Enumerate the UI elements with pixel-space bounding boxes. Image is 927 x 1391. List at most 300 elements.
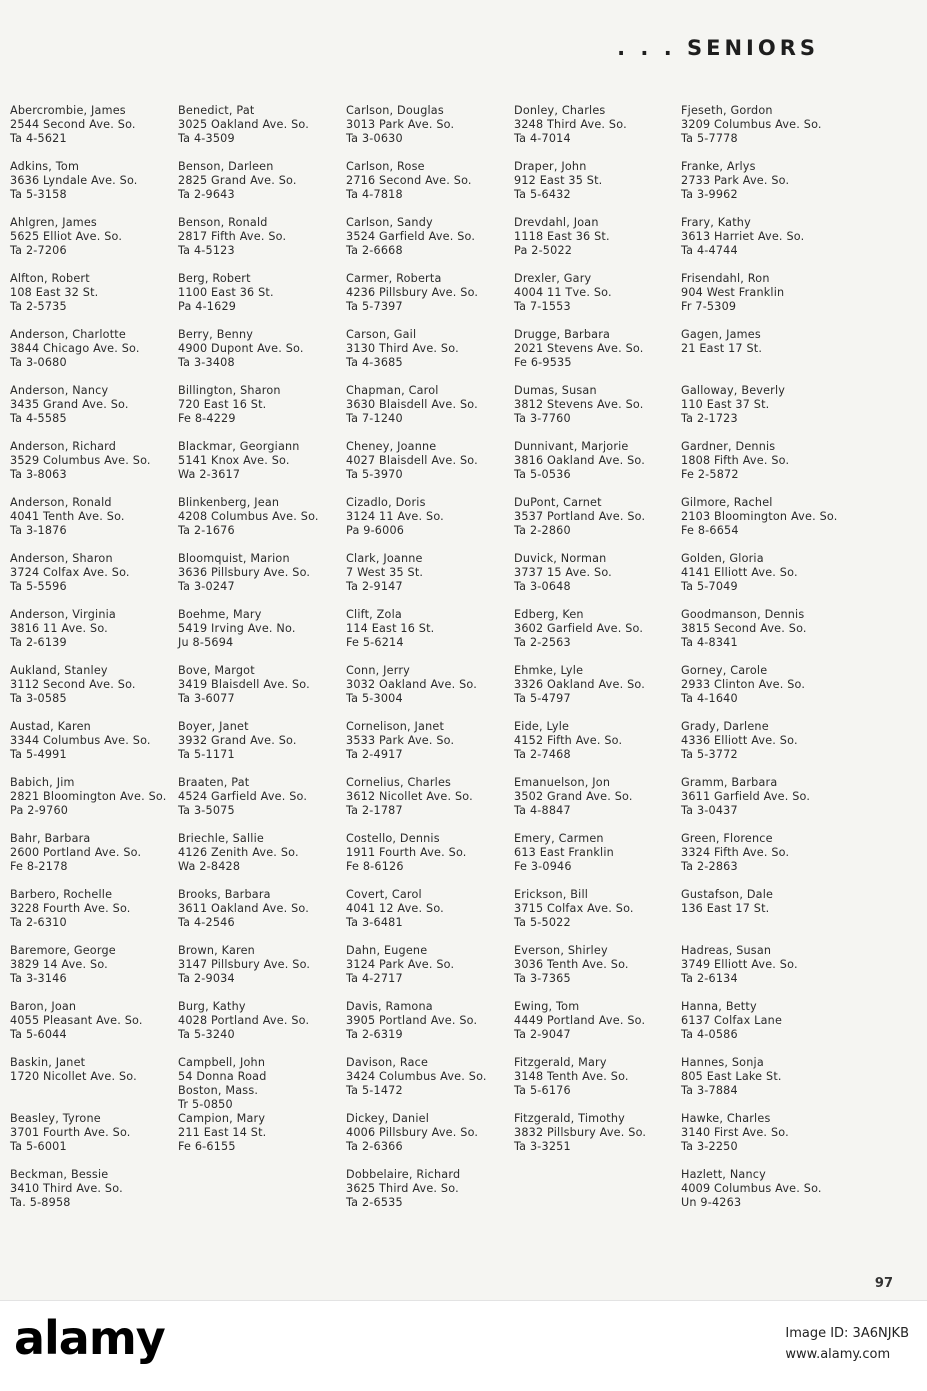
directory-entry <box>346 440 516 496</box>
entry-name: Golden, Gloria <box>681 552 764 565</box>
entry-name: Cornelison, Janet <box>346 720 445 733</box>
entry-phone: Ta 4-3509 <box>178 132 235 145</box>
directory-entry <box>514 832 684 888</box>
directory-entry <box>10 552 180 608</box>
directory-column <box>10 104 180 1224</box>
entry-phone: Ta 5-7049 <box>681 580 738 593</box>
entry-phone: Ta 2-1723 <box>681 412 738 425</box>
entry-phone: Ta 4-8847 <box>514 804 571 817</box>
entry-name: Cizadlo, Doris <box>346 496 426 509</box>
entry-name: Ewing, Tom <box>514 1000 580 1013</box>
entry-phone: Pa 9-6006 <box>346 524 405 537</box>
directory-entry <box>514 496 684 552</box>
directory-entry <box>346 888 516 944</box>
entry-address: 3410 Third Ave. So. <box>10 1182 123 1195</box>
entry-phone: Ta 2-6139 <box>10 636 67 649</box>
directory-entry <box>10 384 180 440</box>
entry-phone: Ta 4-1640 <box>681 692 738 705</box>
entry-address: 3013 Park Ave. So. <box>346 118 455 131</box>
directory-entry <box>178 216 348 272</box>
entry-address: 3148 Tenth Ave. So. <box>514 1070 629 1083</box>
entry-address: 3529 Columbus Ave. So. <box>10 454 151 467</box>
directory-entry <box>178 328 348 384</box>
entry-phone: Fe 5-6214 <box>346 636 404 649</box>
entry-phone: Ta 2-6668 <box>346 244 403 257</box>
directory-entry <box>681 160 851 216</box>
entry-name: Baskin, Janet <box>10 1056 86 1069</box>
entry-phone: Ta 3-3408 <box>178 356 235 369</box>
entry-phone: Ta 2-6134 <box>681 972 738 985</box>
directory-entry <box>10 888 180 944</box>
entry-phone: Ta 5-5022 <box>514 916 571 929</box>
entry-address: 3424 Columbus Ave. So. <box>346 1070 487 1083</box>
entry-name: Brown, Karen <box>178 944 255 957</box>
entry-name: Hazlett, Nancy <box>681 1168 766 1181</box>
entry-name: Ehmke, Lyle <box>514 664 584 677</box>
entry-name: Baremore, George <box>10 944 116 957</box>
entry-phone: Ta 5-6432 <box>514 188 571 201</box>
entry-phone: Ta 3-0437 <box>681 804 738 817</box>
entry-address: 110 East 37 St. <box>681 398 770 411</box>
directory-entry <box>346 1168 516 1224</box>
watermark-image-id: Image ID: 3A6NJKB <box>785 1326 909 1341</box>
entry-address: 4055 Pleasant Ave. So. <box>10 1014 143 1027</box>
entry-address: 4004 11 Tve. So. <box>514 286 612 299</box>
directory-entry <box>178 384 348 440</box>
entry-name: Erickson, Bill <box>514 888 589 901</box>
entry-address: 3844 Chicago Ave. So. <box>10 342 140 355</box>
entry-phone: Ta 3-3146 <box>10 972 67 985</box>
entry-name: Boyer, Janet <box>178 720 249 733</box>
entry-name: DuPont, Carnet <box>514 496 602 509</box>
entry-address: 3435 Grand Ave. So. <box>10 398 129 411</box>
entry-address: 4041 Tenth Ave. So. <box>10 510 125 523</box>
directory-entry <box>681 216 851 272</box>
directory-entry <box>681 944 851 1000</box>
entry-name: Fitzgerald, Mary <box>514 1056 607 1069</box>
entry-name: Dobbelaire, Richard <box>346 1168 461 1181</box>
entry-address: 1808 Fifth Ave. So. <box>681 454 790 467</box>
entry-name: Babich, Jim <box>10 776 75 789</box>
entry-name: Eide, Lyle <box>514 720 570 733</box>
entry-address: 5141 Knox Ave. So. <box>178 454 290 467</box>
entry-address: 4126 Zenith Ave. So. <box>178 846 299 859</box>
directory-entry <box>681 832 851 888</box>
entry-address: 2825 Grand Ave. So. <box>178 174 297 187</box>
entry-address: 3248 Third Ave. So. <box>514 118 627 131</box>
entry-name: Beasley, Tyrone <box>10 1112 101 1125</box>
entry-phone: Fe 3-0946 <box>514 860 572 873</box>
entry-phone: Ta 5-3970 <box>346 468 403 481</box>
entry-address: 108 East 32 St. <box>10 286 99 299</box>
entry-phone: Ta 3-3251 <box>514 1140 571 1153</box>
directory-entry <box>178 944 348 1000</box>
entry-phone: Ta 5-6044 <box>10 1028 67 1041</box>
entry-address: 3502 Grand Ave. So. <box>514 790 633 803</box>
directory-entry <box>346 272 516 328</box>
directory-entry <box>10 104 180 160</box>
directory-entry <box>10 1168 180 1224</box>
directory-entry <box>681 272 851 328</box>
entry-phone: Fe 8-6654 <box>681 524 739 537</box>
entry-name: Aukland, Stanley <box>10 664 108 677</box>
entry-phone: Ta 3-8063 <box>10 468 67 481</box>
entry-address: 3815 Second Ave. So. <box>681 622 807 635</box>
directory-entry <box>514 1056 684 1112</box>
entry-name: Clift, Zola <box>346 608 402 621</box>
entry-name: Frisendahl, Ron <box>681 272 770 285</box>
directory-entry <box>681 104 851 160</box>
directory-entry <box>346 104 516 160</box>
entry-phone: Ta 2-7468 <box>514 748 571 761</box>
directory-entry <box>514 160 684 216</box>
entry-address: 4041 12 Ave. So. <box>346 902 444 915</box>
entry-address: 3124 11 Ave. So. <box>346 510 444 523</box>
entry-phone: Ta 5-5596 <box>10 580 67 593</box>
entry-address: 5419 Irving Ave. No. <box>178 622 296 635</box>
entry-name: Cheney, Joanne <box>346 440 437 453</box>
entry-address: 613 East Franklin <box>514 846 614 859</box>
entry-phone: Ta 5-4797 <box>514 692 571 705</box>
entry-phone: Ta 3-5075 <box>178 804 235 817</box>
entry-phone: Ta 2-6535 <box>346 1196 403 1209</box>
entry-address: 2817 Fifth Ave. So. <box>178 230 287 243</box>
entry-address: 4141 Elliott Ave. So. <box>681 566 798 579</box>
entry-phone: Ta 3-0630 <box>346 132 403 145</box>
directory-entry <box>346 776 516 832</box>
directory-entry <box>346 944 516 1000</box>
entry-phone: Fe 2-5872 <box>681 468 739 481</box>
entry-name: Burg, Kathy <box>178 1000 246 1013</box>
entry-name: Green, Florence <box>681 832 773 845</box>
entry-name: Emery, Carmen <box>514 832 604 845</box>
entry-phone: Ta 5-1472 <box>346 1084 403 1097</box>
directory-column <box>178 104 348 1168</box>
directory-entry <box>681 720 851 776</box>
entry-name: Billington, Sharon <box>178 384 281 397</box>
directory-column <box>346 104 516 1224</box>
directory-entry <box>10 216 180 272</box>
entry-name: Gustafson, Dale <box>681 888 774 901</box>
entry-name: Chapman, Carol <box>346 384 439 397</box>
entry-phone: Fe 6-9535 <box>514 356 572 369</box>
directory-entry <box>178 160 348 216</box>
entry-phone: Fe 8-4229 <box>178 412 236 425</box>
entry-address: 3829 14 Ave. So. <box>10 958 108 971</box>
entry-address: 4006 Pillsbury Ave. So. <box>346 1126 479 1139</box>
entry-address: 3344 Columbus Ave. So. <box>10 734 151 747</box>
entry-address: 904 West Franklin <box>681 286 785 299</box>
page-title: . . . SENIORS <box>617 36 819 60</box>
entry-name: Ahlgren, James <box>10 216 97 229</box>
entry-name: Campbell, John <box>178 1056 266 1069</box>
entry-phone: Ta 3-0680 <box>10 356 67 369</box>
watermark-info <box>785 1323 909 1365</box>
entry-address: 3832 Pillsbury Ave. So. <box>514 1126 647 1139</box>
entry-address: 114 East 16 St. <box>346 622 435 635</box>
entry-phone: Fe 8-6126 <box>346 860 404 873</box>
entry-phone: Ta 3-2250 <box>681 1140 738 1153</box>
entry-address: 4336 Elliott Ave. So. <box>681 734 798 747</box>
entry-address: 2103 Bloomington Ave. So. <box>681 510 838 523</box>
entry-name: Dunnivant, Marjorie <box>514 440 629 453</box>
entry-address: 54 Donna Road <box>178 1070 267 1083</box>
entry-address: 4208 Columbus Ave. So. <box>178 510 319 523</box>
entry-name: Boehme, Mary <box>178 608 262 621</box>
directory-entry <box>514 216 684 272</box>
entry-name: Clark, Joanne <box>346 552 423 565</box>
directory-entry <box>514 104 684 160</box>
entry-name: Bove, Margot <box>178 664 255 677</box>
entry-phone: Ta 5-3772 <box>681 748 738 761</box>
entry-name: Emanuelson, Jon <box>514 776 611 789</box>
entry-address: 3905 Portland Ave. So. <box>346 1014 478 1027</box>
entry-name: Davison, Race <box>346 1056 429 1069</box>
entry-phone: Ta 2-9034 <box>178 972 235 985</box>
entry-phone: Ta 5-1171 <box>178 748 235 761</box>
entry-name: Blackmar, Georgiann <box>178 440 300 453</box>
entry-name: Drexler, Gary <box>514 272 592 285</box>
entry-name: Gardner, Dennis <box>681 440 776 453</box>
directory-entry <box>346 160 516 216</box>
entry-address: 3749 Elliott Ave. So. <box>681 958 798 971</box>
entry-phone: Ta 3-6077 <box>178 692 235 705</box>
entry-name: Bloomquist, Marion <box>178 552 290 565</box>
entry-address: 5625 Elliot Ave. So. <box>10 230 123 243</box>
directory-entry <box>514 608 684 664</box>
entry-address: 4152 Fifth Ave. So. <box>514 734 623 747</box>
directory-entry <box>346 664 516 720</box>
entry-phone: Ta 3-1876 <box>10 524 67 537</box>
entry-address: 2544 Second Ave. So. <box>10 118 136 131</box>
entry-phone: Ta 2-2860 <box>514 524 571 537</box>
entry-phone: Ta 2-4917 <box>346 748 403 761</box>
entry-phone: Tr 5-0850 <box>178 1098 233 1111</box>
directory-entry <box>178 552 348 608</box>
entry-phone: Ta 3-9962 <box>681 188 738 201</box>
entry-name: Hawke, Charles <box>681 1112 771 1125</box>
directory-entry <box>681 1000 851 1056</box>
entry-phone: Fr 7-5309 <box>681 300 737 313</box>
entry-phone: Ta 3-6481 <box>346 916 403 929</box>
entry-phone: Ta 3-0648 <box>514 580 571 593</box>
entry-address: 7 West 35 St. <box>346 566 424 579</box>
entry-name: Hanna, Betty <box>681 1000 757 1013</box>
entry-name: Costello, Dennis <box>346 832 440 845</box>
entry-address: 3032 Oakland Ave. So. <box>346 678 477 691</box>
entry-address: 2021 Stevens Ave. So. <box>514 342 644 355</box>
entry-phone: Ta 2-9147 <box>346 580 403 593</box>
entry-name: Grady, Darlene <box>681 720 769 733</box>
directory-entry <box>178 1112 348 1168</box>
entry-address: 3932 Grand Ave. So. <box>178 734 297 747</box>
entry-phone: Ta 4-5123 <box>178 244 235 257</box>
entry-name: Campion, Mary <box>178 1112 266 1125</box>
directory-entry <box>346 1000 516 1056</box>
entry-address: 3630 Blaisdell Ave. So. <box>346 398 478 411</box>
directory-entry <box>10 1112 180 1168</box>
entry-name: Gilmore, Rachel <box>681 496 773 509</box>
entry-address: 3209 Columbus Ave. So. <box>681 118 822 131</box>
entry-address: 3715 Colfax Ave. So. <box>514 902 634 915</box>
entry-phone: Ta 7-1240 <box>346 412 403 425</box>
directory-entry <box>10 832 180 888</box>
entry-address: 3025 Oakland Ave. So. <box>178 118 309 131</box>
entry-phone: Ta 4-2717 <box>346 972 403 985</box>
entry-phone: Ta 3-0247 <box>178 580 235 593</box>
entry-address: 3326 Oakland Ave. So. <box>514 678 645 691</box>
entry-name: Benson, Ronald <box>178 216 268 229</box>
entry-name: Anderson, Richard <box>10 440 117 453</box>
entry-phone: Ta 2-5735 <box>10 300 67 313</box>
entry-name: Dumas, Susan <box>514 384 597 397</box>
entry-address: 3612 Nicollet Ave. So. <box>346 790 473 803</box>
entry-address: 136 East 17 St. <box>681 902 770 915</box>
entry-phone: Ta 5-6176 <box>514 1084 571 1097</box>
directory-entry <box>514 272 684 328</box>
entry-name: Carmer, Roberta <box>346 272 442 285</box>
entry-phone: Ta 5-7778 <box>681 132 738 145</box>
entry-phone: Ta 2-7206 <box>10 244 67 257</box>
entry-phone: Ta 4-3685 <box>346 356 403 369</box>
entry-address: 21 East 17 St. <box>681 342 763 355</box>
entry-phone: Ta 4-5585 <box>10 412 67 425</box>
directory-entry <box>346 328 516 384</box>
entry-address: 2933 Clinton Ave. So. <box>681 678 806 691</box>
directory-entry <box>681 552 851 608</box>
watermark-bar <box>0 1300 927 1391</box>
entry-phone: Pa 4-1629 <box>178 300 237 313</box>
entry-address: 3816 Oakland Ave. So. <box>514 454 645 467</box>
directory-entry <box>178 832 348 888</box>
entry-address: 1118 East 36 St. <box>514 230 610 243</box>
entry-address: 805 East Lake St. <box>681 1070 782 1083</box>
entry-name: Galloway, Beverly <box>681 384 786 397</box>
entry-phone: Wa 2-8428 <box>178 860 241 873</box>
entry-phone: Ta 4-7818 <box>346 188 403 201</box>
entry-address: 4449 Portland Ave. So. <box>514 1014 646 1027</box>
entry-address: 3701 Fourth Ave. So. <box>10 1126 131 1139</box>
page-number: 97 <box>874 1276 893 1291</box>
entry-phone: Ta 4-2546 <box>178 916 235 929</box>
entry-name: Carlson, Rose <box>346 160 425 173</box>
directory-entry <box>10 160 180 216</box>
directory-entry <box>514 440 684 496</box>
directory-entry <box>681 776 851 832</box>
entry-address: 2821 Bloomington Ave. So. <box>10 790 167 803</box>
directory-entry <box>10 1000 180 1056</box>
entry-name: Drugge, Barbara <box>514 328 611 341</box>
entry-name: Cornelius, Charles <box>346 776 452 789</box>
entry-address: 4900 Dupont Ave. So. <box>178 342 304 355</box>
entry-name: Draper, John <box>514 160 587 173</box>
directory-entry <box>681 1112 851 1168</box>
entry-address: 3724 Colfax Ave. So. <box>10 566 130 579</box>
directory-entry <box>10 328 180 384</box>
directory-entry <box>514 1000 684 1056</box>
entry-name: Abercrombie, James <box>10 104 126 117</box>
entry-name: Gorney, Carole <box>681 664 768 677</box>
directory-entry <box>10 664 180 720</box>
entry-name: Gagen, James <box>681 328 761 341</box>
entry-address: 4236 Pillsbury Ave. So. <box>346 286 479 299</box>
entry-phone: Ta 3-7884 <box>681 1084 738 1097</box>
entry-name: Hadreas, Susan <box>681 944 772 957</box>
entry-phone: Ta 2-1676 <box>178 524 235 537</box>
entry-phone: Ta 5-7397 <box>346 300 403 313</box>
entry-name: Anderson, Virginia <box>10 608 116 621</box>
entry-address: 3140 First Ave. So. <box>681 1126 789 1139</box>
entry-name: Everson, Shirley <box>514 944 608 957</box>
entry-name: Austad, Karen <box>10 720 91 733</box>
entry-address: 1911 Fourth Ave. So. <box>346 846 467 859</box>
entry-address: 3737 15 Ave. So. <box>514 566 612 579</box>
entry-name: Berry, Benny <box>178 328 254 341</box>
directory-entry <box>514 552 684 608</box>
entry-phone: Ta 5-3240 <box>178 1028 235 1041</box>
entry-address: 4028 Portland Ave. So. <box>178 1014 310 1027</box>
entry-address: 720 East 16 St. <box>178 398 267 411</box>
entry-address: 6137 Colfax Lane <box>681 1014 783 1027</box>
directory-entry <box>10 944 180 1000</box>
entry-name: Beckman, Bessie <box>10 1168 109 1181</box>
entry-name: Berg, Robert <box>178 272 251 285</box>
directory-entry <box>681 608 851 664</box>
entry-name: Goodmanson, Dennis <box>681 608 805 621</box>
directory-entry <box>10 440 180 496</box>
directory-entry <box>178 440 348 496</box>
entry-address: 2600 Portland Ave. So. <box>10 846 142 859</box>
directory-entry <box>681 1168 851 1224</box>
entry-phone: Fe 8-2178 <box>10 860 68 873</box>
entry-name: Hannes, Sonja <box>681 1056 764 1069</box>
directory-entry <box>514 720 684 776</box>
entry-phone: Ta 5-3158 <box>10 188 67 201</box>
directory-entry <box>178 1000 348 1056</box>
entry-address: 4524 Garfield Ave. So. <box>178 790 308 803</box>
directory-entry <box>178 272 348 328</box>
entry-name: Carlson, Sandy <box>346 216 433 229</box>
entry-name: Frary, Kathy <box>681 216 751 229</box>
entry-name: Alfton, Robert <box>10 272 90 285</box>
directory-entry <box>514 776 684 832</box>
entry-phone: Pa 2-9760 <box>10 804 69 817</box>
entry-phone: Ta 4-7014 <box>514 132 571 145</box>
entry-name: Gramm, Barbara <box>681 776 778 789</box>
entry-address: 4027 Blaisdell Ave. So. <box>346 454 478 467</box>
entry-phone: Ta 2-6366 <box>346 1140 403 1153</box>
entry-phone: Ta 5-6001 <box>10 1140 67 1153</box>
directory-entry <box>514 1112 684 1168</box>
directory-entry <box>346 608 516 664</box>
directory-entry <box>10 272 180 328</box>
entry-address: 3613 Harriet Ave. So. <box>681 230 805 243</box>
entry-phone: Ta. 5-8958 <box>10 1196 71 1209</box>
entry-address: 3636 Lyndale Ave. So. <box>10 174 138 187</box>
directory-entry <box>178 1056 348 1112</box>
entry-phone: Pa 2-5022 <box>514 244 573 257</box>
directory-column <box>681 104 851 1224</box>
entry-name: Braaten, Pat <box>178 776 250 789</box>
entry-name: Dahn, Eugene <box>346 944 428 957</box>
entry-phone: Wa 2-3617 <box>178 468 241 481</box>
directory-entry <box>178 608 348 664</box>
entry-phone: Ta 2-9643 <box>178 188 235 201</box>
entry-name: Donley, Charles <box>514 104 606 117</box>
entry-name: Anderson, Ronald <box>10 496 112 509</box>
entry-name: Bahr, Barbara <box>10 832 91 845</box>
directory-entry <box>178 664 348 720</box>
